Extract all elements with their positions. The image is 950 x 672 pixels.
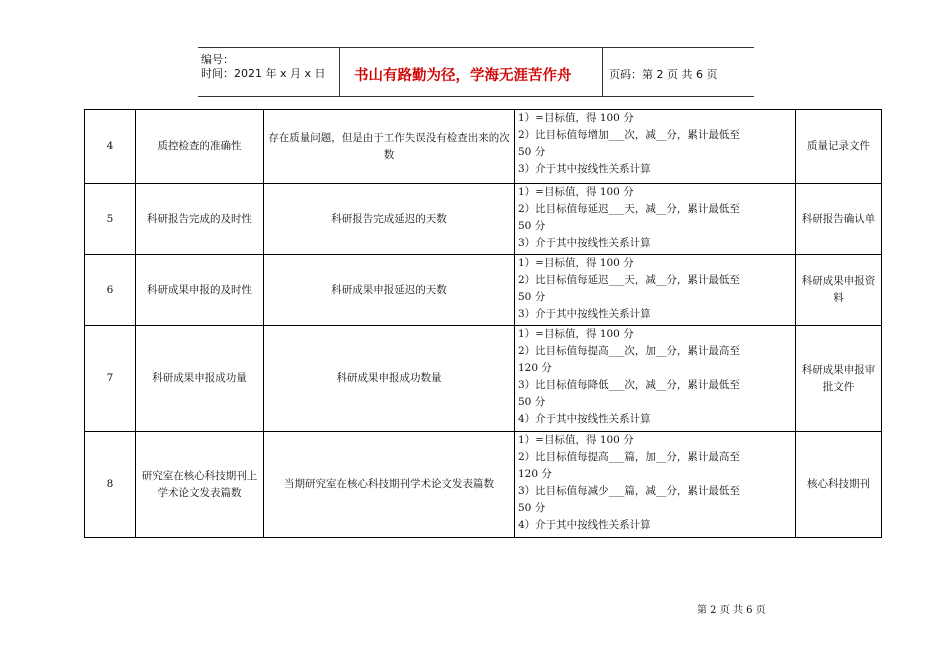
scoring-rules: [515, 326, 796, 432]
table-row: [85, 184, 882, 255]
scoring-rule-line: 50 分: [518, 220, 546, 232]
indicator-definition: 当期研究室在核心科技期刊学术论文发表篇数: [264, 432, 515, 538]
indicator-definition: 科研报告完成延迟的天数: [264, 184, 515, 255]
table-row: [85, 110, 882, 184]
scoring-rule-line: 120 分: [518, 362, 552, 374]
kpi-table-body: [85, 110, 882, 538]
scoring-rule-line: 1）=目标值，得 100 分: [518, 434, 634, 446]
scoring-rule-line: 3）介于其中按线性关系计算: [518, 237, 651, 249]
scoring-rule-line: 3）介于其中按线性关系计算: [518, 308, 651, 320]
data-source: 质量记录文件: [796, 110, 882, 184]
indicator-name: 质控检查的准确性: [136, 110, 264, 184]
scoring-rule-line: 50 分: [518, 146, 546, 158]
indicator-definition: 存在质量问题，但是由于工作失误没有检查出来的次数: [264, 110, 515, 184]
scoring-rules: [515, 432, 796, 538]
scoring-rule-line: 2）比目标值每增加___次，减__分，累计最低至: [518, 129, 740, 141]
scoring-rule-line: 1）=目标值，得 100 分: [518, 257, 634, 269]
document-date-label: 时间：2021 年 x 月 x 日: [201, 67, 326, 80]
scoring-rule-line: 3）比目标值每减少___篇，减__分，累计最低至: [518, 485, 740, 497]
indicator-definition: 科研成果申报成功数量: [264, 326, 515, 432]
indicator-name: 科研成果申报成功量: [136, 326, 264, 432]
data-source: 科研成果申报审批文件: [796, 326, 882, 432]
scoring-rule-line: 4）介于其中按线性关系计算: [518, 519, 651, 531]
indicator-name: 科研成果申报的及时性: [136, 255, 264, 326]
header-top-rule: [198, 47, 754, 48]
scoring-rule-line: 2）比目标值每延迟___天，减__分，累计最低至: [518, 203, 740, 215]
scoring-rule-line: 1）=目标值，得 100 分: [518, 112, 634, 124]
header-divider-right: [602, 47, 603, 96]
scoring-rule-line: 120 分: [518, 468, 552, 480]
scoring-rules: [515, 110, 796, 184]
scoring-rule-line: 2）比目标值每提高___次，加__分，累计最高至: [518, 345, 740, 357]
scoring-rule-line: 50 分: [518, 396, 546, 408]
scoring-rule-line: 50 分: [518, 502, 546, 514]
scoring-rule-line: 1）=目标值，得 100 分: [518, 186, 634, 198]
indicator-name: 研究室在核心科技期刊上学术论文发表篇数: [136, 432, 264, 538]
page-footer: 第 2 页 共 6 页: [697, 605, 766, 616]
row-index: 5: [85, 184, 136, 255]
scoring-rule-line: 2）比目标值每提高___篇，加__分，累计最高至: [518, 451, 740, 463]
data-source: 科研报告确认单: [796, 184, 882, 255]
document-number-label: 编号：: [201, 53, 234, 66]
table-row: [85, 255, 882, 326]
row-index: 8: [85, 432, 136, 538]
header-bottom-rule: [198, 96, 754, 97]
scoring-rule-line: 1）=目标值，得 100 分: [518, 328, 634, 340]
indicator-name: 科研报告完成的及时性: [136, 184, 264, 255]
header-page-label: 页码：第 2 页 共 6 页: [609, 68, 718, 81]
scoring-rule-line: 3）比目标值每降低___次，减__分，累计最低至: [518, 379, 740, 391]
scoring-rule-line: 2）比目标值每延迟___天，减__分，累计最低至: [518, 274, 740, 286]
row-index: 7: [85, 326, 136, 432]
scoring-rules: [515, 255, 796, 326]
scoring-rule-line: 50 分: [518, 291, 546, 303]
data-source: 科研成果申报资料: [796, 255, 882, 326]
scoring-rule-line: 4）介于其中按线性关系计算: [518, 413, 651, 425]
header-divider-left: [339, 47, 340, 96]
scoring-rule-line: 3）介于其中按线性关系计算: [518, 163, 651, 175]
row-index: 4: [85, 110, 136, 184]
header-motto: 书山有路勤为径，学海无涯苦作舟: [354, 68, 572, 84]
table-row: [85, 432, 882, 538]
kpi-table: [84, 109, 882, 538]
scoring-rules: [515, 184, 796, 255]
row-index: 6: [85, 255, 136, 326]
indicator-definition: 科研成果申报延迟的天数: [264, 255, 515, 326]
table-row: [85, 326, 882, 432]
data-source: 核心科技期刊: [796, 432, 882, 538]
